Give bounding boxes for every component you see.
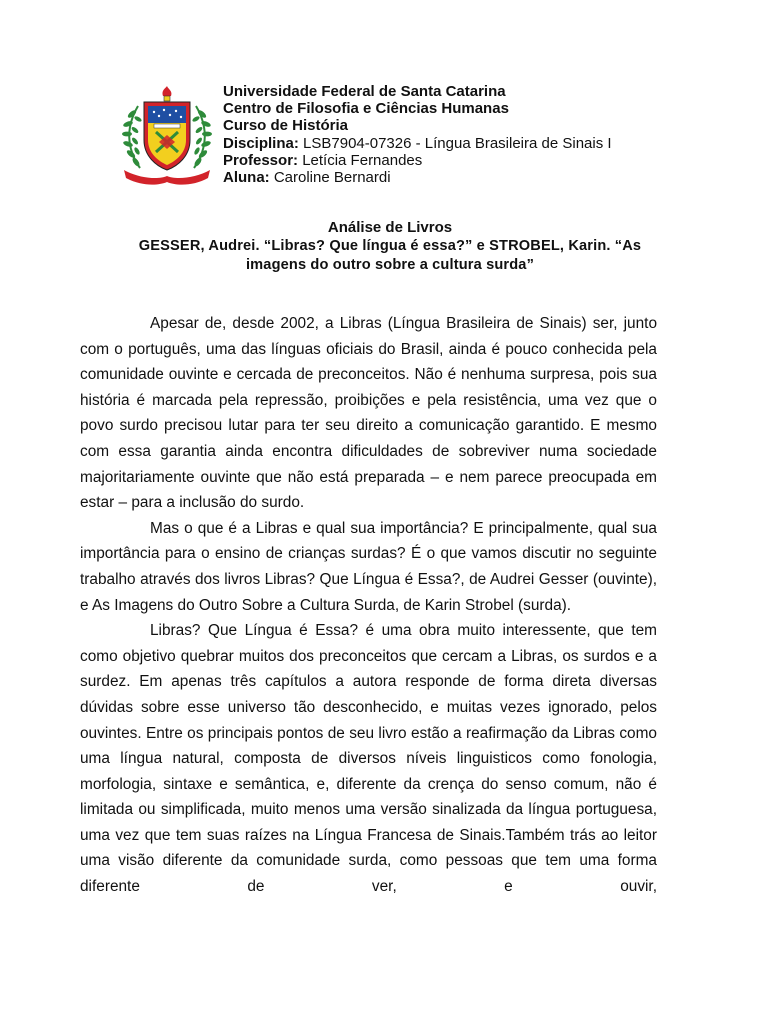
laurel-left-icon [122, 106, 142, 168]
subtitle-line-1: GESSER, Audrei. “Libras? Que língua é essa?” e STROBEL, Karin. “As [138, 238, 642, 254]
torch-icon [163, 86, 172, 101]
professor-value: Letícia Fernandes [298, 151, 423, 169]
document-subtitle [80, 237, 700, 275]
student-line [223, 169, 612, 186]
laurel-right-icon [192, 106, 212, 168]
student-value: Caroline Bernardi [269, 169, 391, 187]
professor-label: Professor: [223, 151, 299, 169]
ribbon-icon [124, 170, 210, 185]
paragraph: Libras? Que Língua é Essa? é uma obra muito interessente, que tem como objetivo quebrar muitos dos preconceitos que cercam a Libras, os surdos e a surdez. Em apenas três capítulos a autora responde de forma direta diversas dúvidas sobre esse universo tão desconhecido, e muitas vezes ignorado, pelos ouvintes. Entre os principais pontos de seu livro estão a reafirmação da Libras como uma língua natural, composta de diversos níveis linguisticos como fonologia, morfologia, sintaxe e semântica, e, diferente da crença do senso comum, não é limitada ou simplificada, muito menos uma versão sinalizada da língua portuguesa, uma vez que tem suas raízes na Língua Francesa de Sinais.Também trás ao leitor uma visão diferente da comunidade surda, como pessoas que tem uma forma diferente de ver, e ouvir, [80, 622, 657, 896]
shield-icon [144, 102, 190, 170]
professor-line [223, 152, 612, 169]
center-name: Centro de Filosofia e Ciências Humanas [223, 100, 509, 118]
university-name: Universidade Federal de Santa Catarina [223, 83, 506, 100]
ufsc-logo [118, 86, 216, 186]
document-body [80, 311, 657, 900]
discipline-line [223, 135, 612, 152]
institution-header [223, 83, 612, 186]
student-label: Aluna: [223, 169, 270, 187]
paragraph: Mas o que é a Libras e qual sua importância? E principalmente, qual sua importância para o ensino de crianças surdas? É o que vamos discutir no seguinte trabalho através dos livros Libras? Que Língua é Essa?, de Audrei Gesser (ouvinte), e As Imagens do Outro Sobre a Cultura Surda, de Karin Strobel (surda). [80, 519, 657, 614]
document-title: Análise de Livros [327, 219, 453, 236]
course-name: Curso de História [223, 117, 349, 135]
discipline-label: Disciplina: [223, 134, 299, 152]
subtitle-line-2: imagens do outro sobre a cultura surda” [245, 257, 535, 273]
title-block [80, 219, 700, 275]
discipline-value: LSB7904-07326 - Língua Brasileira de Sinais I [298, 134, 612, 152]
paragraph: Apesar de, desde 2002, a Libras (Língua Brasileira de Sinais) ser, junto com o português, uma das línguas oficiais do Brasil, ainda é pouco conhecida pela comunidade ouvinte e cercada de preconceitos. Não é nenhuma surpresa, pois sua história é marcada pela repressão, proibições e pela resistência, uma vez que o povo surdo precisou lutar para ter seu direito a comunicação garantido. E mesmo com essa garantia ainda encontra dificuldades de sobreviver numa sociedade majoritariamente ouvinte que não está preparada – e nem parece preocupada em estar – para a inclusão do surdo. [80, 315, 657, 512]
